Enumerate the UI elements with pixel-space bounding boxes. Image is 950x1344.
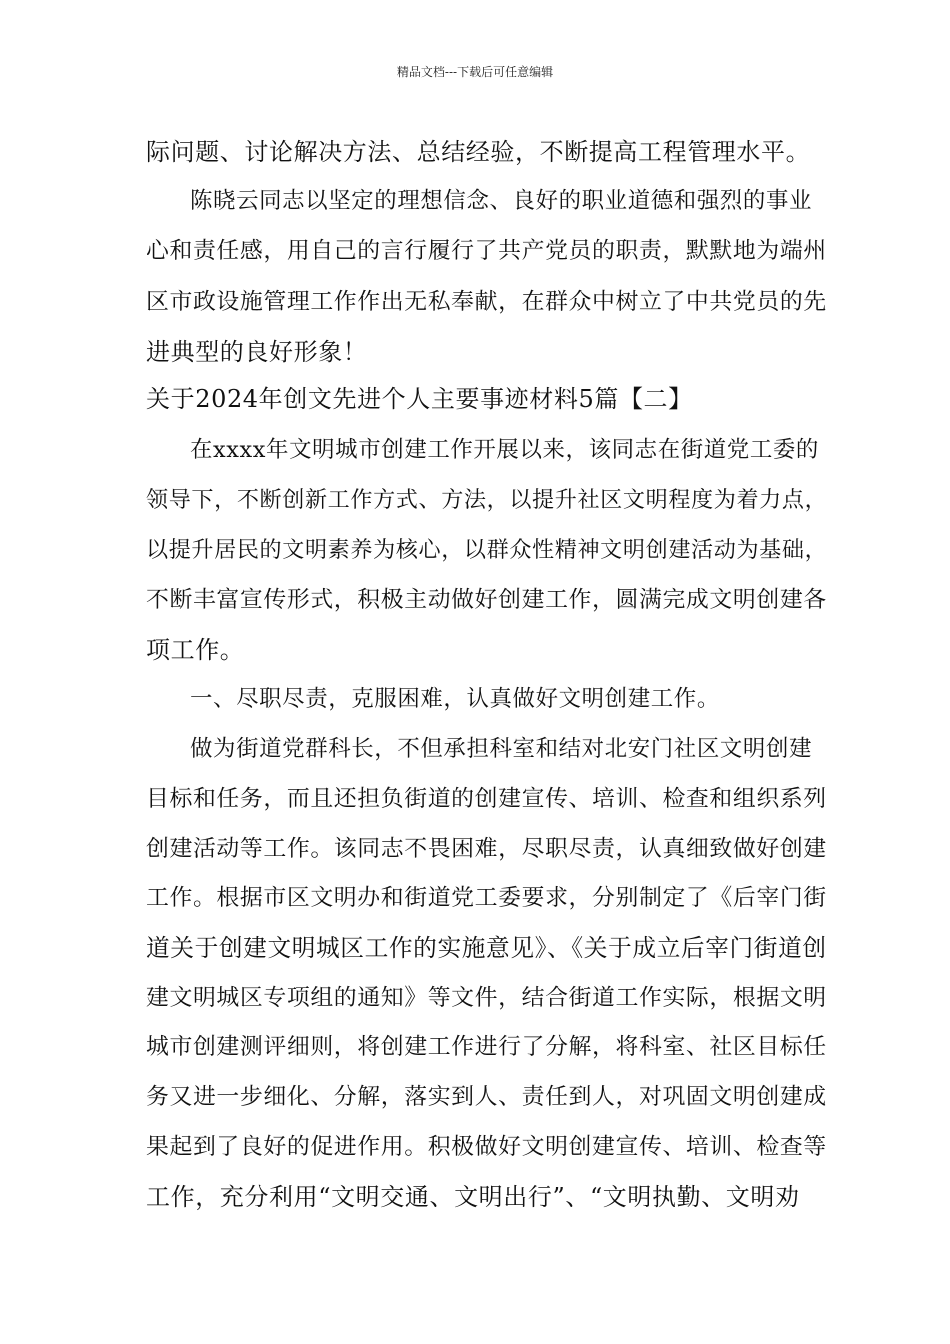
text-line: 心和责任感，用自己的言行履行了共产党员的职责，默默地为端州 (146, 238, 827, 264)
text-line: 际问题、讨论解决方法、总结经验，不断提高工程管理水平。 (146, 138, 811, 166)
paragraph-line: 在xxxx年文明城市创建工作开展以来，该同志在街道党工委的 (190, 437, 819, 463)
text-line: 不断丰富宣传形式，积极主动做好创建工作，圆满完成文明创建各 (146, 587, 827, 613)
text-line: 工作。根据市区文明办和街道党工委要求，分别制定了《后宰门街 (146, 885, 827, 911)
text-line: 工作，充分利用“文明交通、文明出行”、“文明执勤、文明劝 (146, 1183, 800, 1211)
text-line: 以提升居民的文明素养为核心，以群众性精神文明创建活动为基础， (146, 537, 828, 563)
text-line: 进典型的良好形象！ (146, 338, 368, 366)
text-line: 创建活动等工作。该同志不畏困难，尽职尽责，认真细致做好创建 (146, 836, 827, 862)
text-line: 道关于创建文明城区工作的实施意见》、《关于成立后宰门街道创 (146, 934, 827, 962)
text-line: 区市政设施管理工作作出无私奉献，在群众中树立了中共党员的先 (146, 289, 827, 315)
subheading-line: 一、尽职尽责，克服困难，认真做好文明创建工作。 (190, 686, 720, 712)
text-line: 项工作。 (146, 636, 245, 664)
paragraph-line: 做为街道党群科长，不但承担科室和结对北安门社区文明创建 (190, 736, 813, 762)
text-line: 目标和任务，而且还担负街道的创建宣传、培训、检查和组织系列 (146, 786, 827, 812)
paragraph-line: 陈晓云同志以坚定的理想信念、良好的职业道德和强烈的事业 (190, 188, 813, 214)
text-line: 建文明城区专项组的通知》等文件，结合街道工作实际，根据文明 (146, 985, 827, 1011)
text-line: 领导下，不断创新工作方式、方法，以提升社区文明程度为着力点， (146, 487, 828, 513)
page-header: 精品文档---下载后可任意编辑 (396, 65, 554, 79)
text-line: 城市创建测评细则，将创建工作进行了分解，将科室、社区目标任 (146, 1034, 827, 1060)
text-line: 务又进一步细化、分解，落实到人、责任到人，对巩固文明创建成 (146, 1084, 827, 1110)
text-line: 果起到了良好的促进作用。积极做好文明创建宣传、培训、检查等 (146, 1134, 827, 1160)
section-heading: 关于2024年创文先进个人主要事迹材料5篇【二】 (146, 385, 693, 413)
